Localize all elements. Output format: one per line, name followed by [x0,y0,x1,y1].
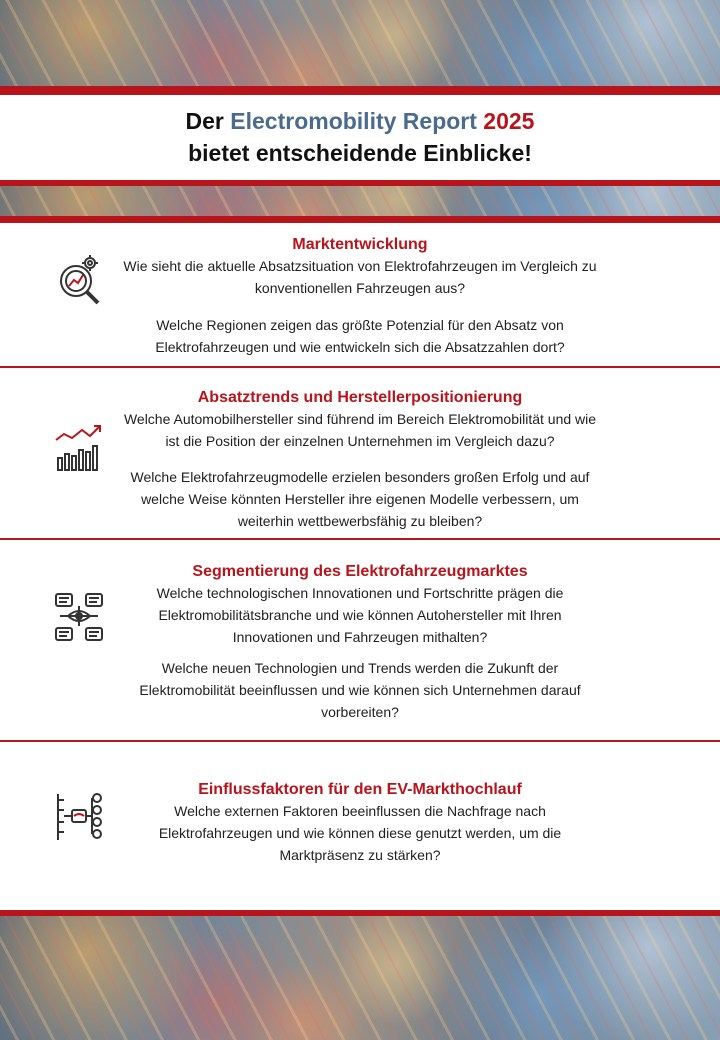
section-marktentwicklung [0,223,720,366]
section-absatztrends [0,368,720,538]
section-einflussfaktoren [0,742,720,910]
section-paragraph: Welche Elektrofahrzeugmodelle erzielen besonders großen Erfolg und auf welche Weise könnten Hersteller ihre eigenen Modelle verbessern, um weiterhin wettbewerbsfähig zu bleiben? [130,469,590,529]
market-analysis-gear-magnifier-icon [50,253,108,311]
title-part1: Der [185,108,231,134]
title-report-name: Electromobility Report [230,108,477,134]
section-segmentierung [0,540,720,740]
segmentation-quadrant-icon [50,588,108,646]
header-traffic-photo [0,0,720,88]
section-paragraph: Welche Regionen zeigen das größte Potenzial für den Absatz von Elektrofahrzeugen und wie entwickeln sich die Absatzzahlen dort? [155,317,565,355]
section-paragraph: Welche Automobilhersteller sind führend im Bereich Elektromobilität und wie ist die Position der einzelnen Unternehmen im Vergleich dazu? [123,411,597,449]
section-paragraph: Welche technologischen Innovationen und Fortschritte prägen die Elektromobilitätsbranche und wie können Autohersteller mit Ihren Innovationen und Fahrzeugen mithalten? [156,585,564,645]
growth-bar-chart-icon [50,420,108,478]
section-heading: Absatztrends und Herstellerpositionierung [197,389,523,406]
title-line-2: bietet entscheidende Einblicke! [188,140,532,166]
header-red-line [0,86,720,95]
title-line-1 [186,105,535,137]
section-heading: Marktentwicklung [292,236,428,253]
title-year: 2025 [476,108,535,134]
footer-traffic-photo [0,916,720,1040]
section-heading: Segmentierung des Elektrofahrzeugmarktes [192,563,528,580]
section-heading: Einflussfaktoren für den EV-Markthochlauf [198,781,522,798]
section-paragraph: Welche neuen Technologien und Trends werden die Zukunft der Elektromobilität beeinflussen und wie können sich Unternehmen darauf vorbereiten? [139,660,581,720]
section-paragraph: Welche externen Faktoren beeinflussen die Nachfrage nach Elektrofahrzeugen und wie können diese genutzt werden, um die Marktpräsenz zu stärken? [158,803,562,863]
section-paragraph: Wie sieht die aktuelle Absatzsituation von Elektrofahrzeugen im Vergleich zu konventionellen Fahrzeugen aus? [123,258,597,296]
report-title [0,95,720,179]
mid-band-red-line [0,216,720,223]
